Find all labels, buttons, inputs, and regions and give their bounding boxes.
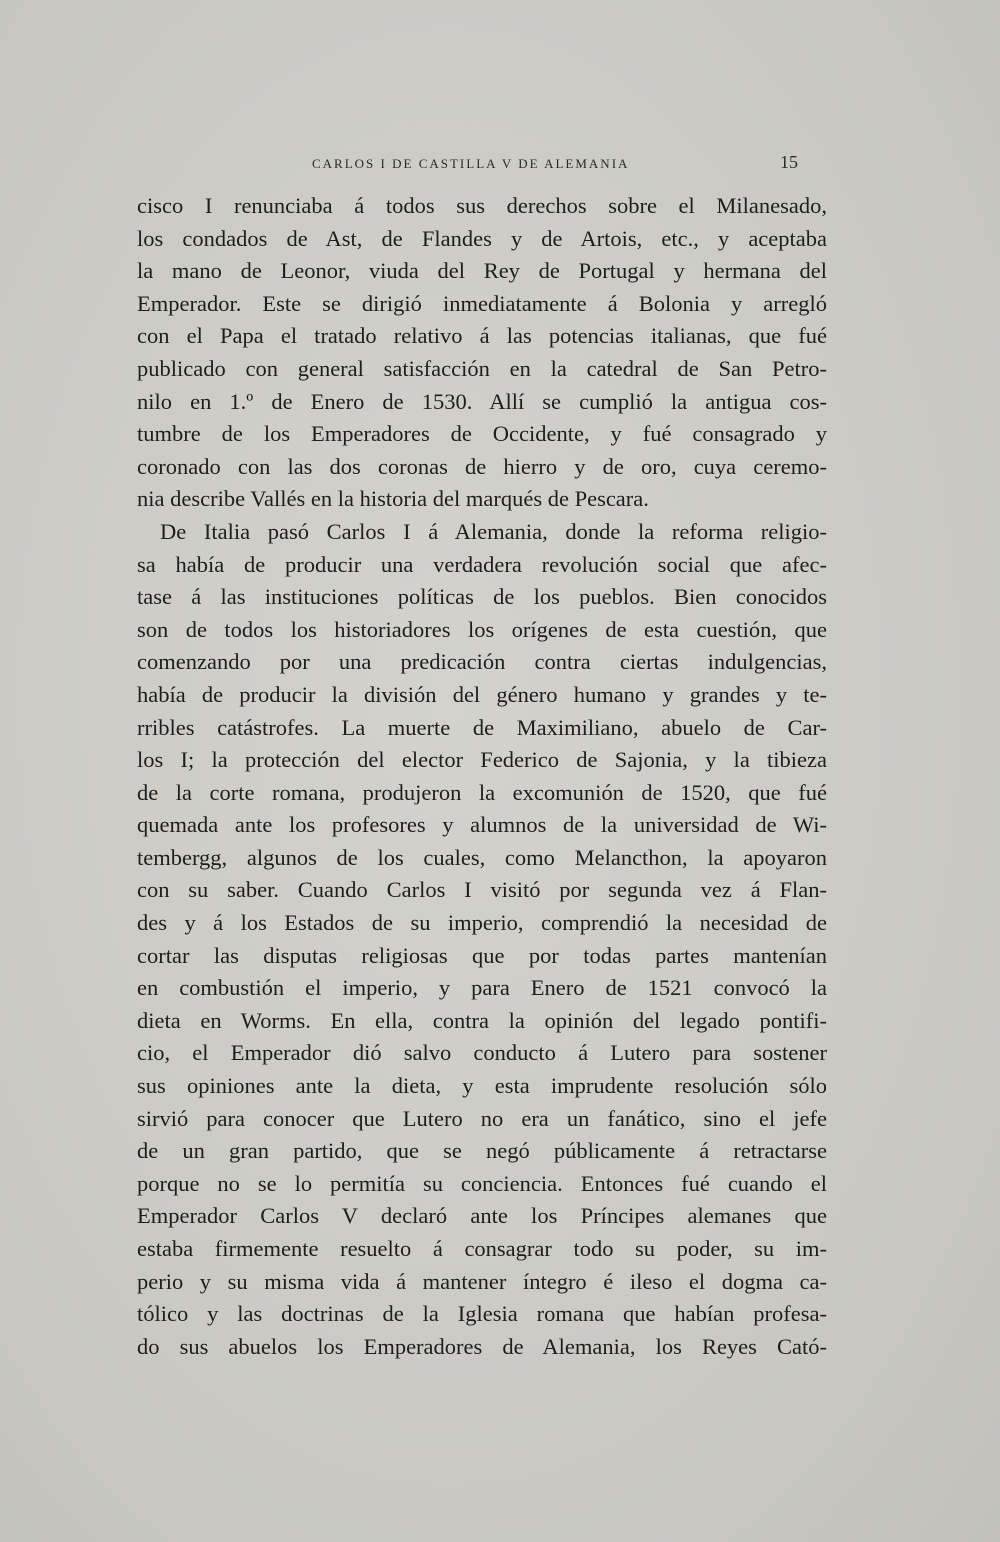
text-line: des y á los Estados de su imperio, comprendió la necesidad de [137, 910, 827, 936]
text-line: la mano de Leonor, viuda del Rey de Portugal y hermana del [137, 258, 827, 284]
text-line: con su saber. Cuando Carlos I visitó por segunda vez á Flan- [137, 877, 827, 903]
text-line: tólico y las doctrinas de la Iglesia romana que habían profesa- [137, 1301, 827, 1327]
text-line: tase á las instituciones políticas de los pueblos. Bien conocidos [137, 584, 827, 610]
text-line: con el Papa el tratado relativo á las potencias italianas, que fué [137, 323, 827, 349]
text-line: do sus abuelos los Emperadores de Alemania, los Reyes Cató- [137, 1333, 827, 1359]
text-line: sus opiniones ante la dieta, y esta imprudente resolución sólo [137, 1073, 827, 1099]
page-number: 15 [780, 152, 798, 172]
text-line: nilo en 1.º de Enero de 1530. Allí se cumplió la antigua cos- [137, 388, 827, 414]
text-line: sirvió para conocer que Lutero no era un fanático, sino el jefe [137, 1105, 827, 1131]
text-line: en combustión el imperio, y para Enero de 1521 convocó la [137, 975, 827, 1001]
text-line: comenzando por una predicación contra ciertas indulgencias, [137, 649, 827, 675]
text-line: tumbre de los Emperadores de Occidente, y fué consagrado y [137, 421, 827, 447]
text-line: sa había de producir una verdadera revolución social que afec- [137, 551, 827, 577]
text-line: porque no se lo permitía su conciencia. Entonces fué cuando el [137, 1170, 827, 1196]
text-line: dieta en Worms. En ella, contra la opinión del legado pontifi- [137, 1007, 827, 1033]
body-text [137, 190, 827, 1363]
text-line: había de producir la división del género humano y grandes y te- [137, 681, 827, 707]
text-line: cisco I renunciaba á todos sus derechos sobre el Milanesado, [137, 193, 827, 218]
text-line: quemada ante los profesores y alumnos de la universidad de Wi- [137, 812, 827, 838]
text-line: cio, el Emperador dió salvo conducto á Lutero para sostener [137, 1040, 827, 1066]
text-line: publicado con general satisfacción en la catedral de San Petro- [137, 355, 827, 381]
paragraph-start-line: De Italia pasó Carlos I á Alemania, donde la reforma religio- [160, 518, 827, 544]
text-line: los I; la protección del elector Federico de Sajonia, y la tibieza [137, 747, 827, 773]
running-title: CARLOS I DE CASTILLA V DE ALEMANIA [312, 156, 630, 171]
text-line: cortar las disputas religiosas que por todas partes mantenían [137, 942, 827, 968]
text-line: coronado con las dos coronas de hierro y de oro, cuya ceremo- [137, 453, 827, 479]
text-line: nia describe Vallés en la historia del marqués de Pescara. [137, 486, 649, 512]
text-line: Emperador. Este se dirigió inmediatamente á Bolonia y arregló [137, 290, 827, 316]
text-line: estaba firmemente resuelto á consagrar todo su poder, su im- [137, 1236, 827, 1261]
text-line: tembergg, algunos de los cuales, como Melancthon, la apoyaron [137, 844, 827, 870]
text-line: de la corte romana, produjeron la excomunión de 1520, que fué [137, 779, 827, 805]
text-line: son de todos los historiadores los orígenes de esta cuestión, que [137, 616, 827, 642]
text-line: Emperador Carlos V declaró ante los Príncipes alemanes que [137, 1203, 827, 1229]
running-head [0, 148, 1000, 178]
text-line: los condados de Ast, de Flandes y de Artois, etc., y aceptaba [137, 225, 827, 251]
text-line: de un gran partido, que se negó públicamente á retractarse [137, 1138, 827, 1164]
text-line: rribles catástrofes. La muerte de Maximiliano, abuelo de Car- [137, 714, 827, 740]
text-line: perio y su misma vida á mantener íntegro é ileso el dogma ca- [137, 1268, 827, 1294]
